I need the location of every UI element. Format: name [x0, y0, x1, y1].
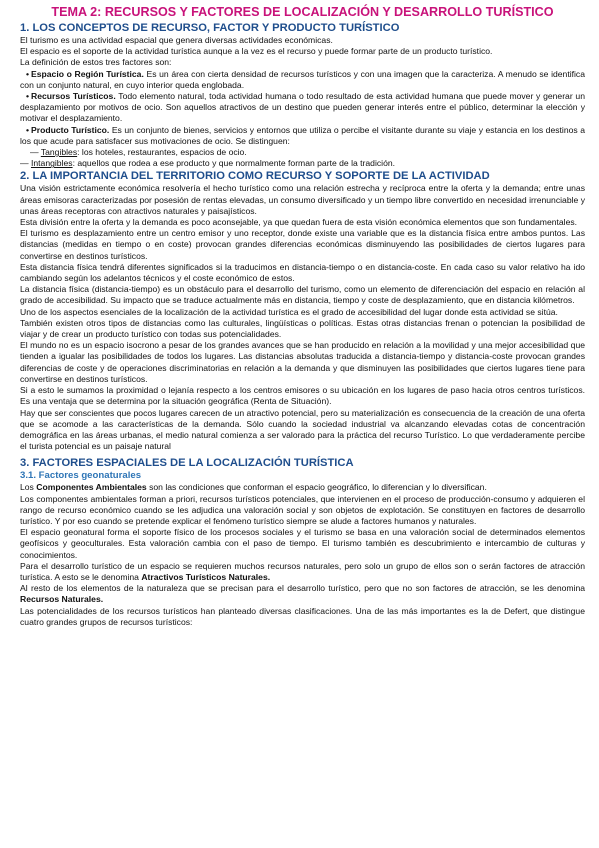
paragraph: El espacio geonatural forma el soporte físico de los procesos sociales y el turismo se basa en una valoración social de determinados elementos geofísicos y geoculturales. Esta valoración cambia con el paso de tiempo. El turismo también es descubrimiento e intercambio de culturas y conocimientos.: [20, 527, 585, 560]
paragraph: Esta distancia física tendrá diferentes significados si la traducimos en distancia-tiempo o en distancia-coste. En cada caso su valor relativo ha ido cambiando según los adelantos técnicos y el coste económico de estos.: [20, 261, 585, 284]
dash-icon: —: [20, 158, 31, 169]
paragraph: El espacio es el soporte de la actividad turística aunque a la vez es el recurso y puede formar parte de un producto turístico.: [20, 46, 493, 57]
bullet-icon: •: [26, 68, 30, 79]
bullet-text: Todo elemento natural, toda actividad humana o todo resultado de esta actividad humana que puede mover y generar un desplazamiento por motivos de ocio. Son aquellos atractivos de un destino que pueden generar interés entre el público, determinar la elección y motivar el desplazamiento.: [20, 91, 585, 124]
bullet-text: Es un área con cierta densidad de recursos turísticos y con una imagen que la caracteriza. A menudo se identifica con un conjunto natural, en cuyo interior queda englobada.: [20, 68, 585, 90]
paragraph: Esta división entre la oferta y la demanda es poco aconsejable, ya que quedan fuera de esta visión económica elementos que son fundamentales.: [20, 217, 578, 228]
bold-term: Atractivos Turísticos Naturales.: [141, 571, 271, 582]
dash-label: Tangibles: [40, 147, 78, 158]
paragraph: El turismo es desplazamiento entre un centro emisor y uno receptor, donde existe una variable que es la distancia física entre ambos puntos. Las distancias (medidas en tiempo o en coste) provocan grandes diferencias económicas disminuyendo las posibilidades de ciertos lugares para convertirse en destinos turísticos.: [20, 228, 585, 261]
paragraph: El turismo es una actividad espacial que genera diversas actividades económicas.: [20, 35, 333, 45]
bullet-item-recursos: [20, 91, 585, 125]
text-run: Al resto de los elementos de la naturaleza que se precisan para el desarrollo turístico, pero que no son factores de atracción, se les denomina: [20, 583, 585, 594]
dash-item-intangibles: [20, 158, 585, 169]
paragraph: Los componentes ambientales forman a priori, recursos turísticos potenciales, que intervienen en el proceso de producción-consumo y adquieren el rango de recurso económico cuando se les adjudica una valoración social y son objetos de explotación. Se constituyen en factores de desarrollo turístico. Y por eso cuando se pretende explicar el fenómeno turístico siempre se alude a factores humanos y naturales.: [20, 493, 585, 526]
paragraph: La definición de estos tres factores son:: [20, 57, 172, 68]
paragraph: El mundo no es un espacio isocrono a pesar de los grandes avances que se han producido en relación a la movilidad y una mejor accesibilidad que tienden a igualar las posibilidades de todos los lugares. Las distancias absolutas traducida a distancia-tiempo y distancia-coste provocan grandes diferencias de coste y de operaciones discriminatorias en relación a la demanda y que disminuyen las posibilidades que ciertos lugares tiene para convertirse en destinos turísticos.: [20, 340, 585, 384]
bold-term: Recursos Naturales.: [20, 594, 104, 605]
paragraph: Uno de los aspectos esenciales de la localización de la actividad turística es el grado de accesibilidad del lugar donde esta actividad se sitúa.: [20, 306, 558, 317]
bullet-item-espacio: [20, 69, 585, 91]
paragraph: [20, 561, 585, 583]
bold-term: Componentes Ambientales: [36, 482, 147, 493]
paragraph: Una visión estrictamente económica resolvería el hecho turístico como una relación estrecha y recíproca entre la oferta y la demanda; entre unas áreas emisoras caracterizadas por posesión de rentas elevadas, un consumo diversificado y un tiempo libre convertido en necesidad irrenunciable y unas áreas receptoras con atractivos naturales y paisajísticos.: [20, 183, 585, 216]
paragraph: Hay que ser conscientes que pocos lugares carecen de un atractivo potencial, pero su materialización es consecuencia de la creación de una oferta que se acomode a las características de la demanda. Sólo cuando la sociedad industrial va alcanzando elevadas cotas de concentración demográfica en las áreas urbanas, el medio natural comienza a ser valorado para la práctica del recurso Turístico. Lo que verdaderamente percibe el turista potencial es un paisaje natural: [20, 407, 585, 452]
bullet-label: Espacio o Región Turística.: [31, 68, 144, 79]
paragraph: También existen otros tipos de distancias como las culturales, lingüísticas o políticas. Estas otras distancias frenan o potencian la posibilidad de viajar y de crear un producto turístico con todas sus potencialidades.: [20, 317, 585, 340]
dash-icon: —: [30, 147, 41, 158]
section-3-heading: 3. FACTORES ESPACIALES DE LA LOCALIZACIÓN TURÍSTICA: [20, 457, 354, 470]
text-run: Los: [20, 482, 37, 493]
bullet-icon: •: [26, 124, 30, 135]
paragraph: [20, 482, 585, 493]
section-1-heading: 1. LOS CONCEPTOS DE RECURSO, FACTOR Y PRODUCTO TURÍSTICO: [20, 22, 400, 34]
bullet-icon: •: [26, 91, 30, 102]
dash-text: : aquellos que rodea a ese producto y que normalmente forman parte de la tradición.: [72, 158, 396, 169]
paragraph: Si a esto le sumamos la proximidad o lejanía respecto a los centros emisores o su ubicación en los lugares de paso hacia otros centros turísticos. Es una ventaja que se determina por la situación geográfica (Renta de Situación).: [20, 385, 585, 407]
section-2-heading: 2. LA IMPORTANCIA DEL TERRITORIO COMO RECURSO Y SOPORTE DE LA ACTIVIDAD: [20, 170, 490, 183]
subsection-3-1-heading: 3.1. Factores geonaturales: [20, 470, 142, 482]
bullet-text: Es un conjunto de bienes, servicios y entornos que utiliza o percibe el visitante durante su viaje y estancia en los destinos a los que acude para satisfacer sus motivaciones de ocio. Se distinguen:: [20, 124, 585, 146]
bullet-item-producto: [20, 125, 585, 147]
dash-text: : los hoteles, restaurantes, espacios de ocio.: [77, 147, 247, 158]
paragraph: Las potencialidades de los recursos turísticos han planteado diversas clasificaciones. Una de las más importantes es la de Defert, que distingue cuatro grandes grupos de recursos turísticos:: [20, 605, 585, 627]
dash-label: Intangibles: [30, 158, 73, 169]
paragraph: La distancia física (distancia-tiempo) es un obstáculo para el desarrollo del turismo, como un elemento de diferenciación del espacio en relación al grado de accesibilidad. Su impacto que se traduce actualmente más en distancia, tiempo y coste de desplazamiento, que en distancia kilómetros.: [20, 284, 585, 306]
bullet-label: Producto Turístico.: [31, 124, 110, 135]
bullet-label: Recursos Turísticos.: [31, 91, 116, 102]
paragraph: [20, 583, 585, 605]
dash-item-tangibles: [20, 147, 585, 158]
page-title: TEMA 2: RECURSOS Y FACTORES DE LOCALIZACIÓN Y DESARROLLO TURÍSTICO: [51, 5, 554, 19]
text-run: Para el desarrollo turístico de un espacio se requieren muchos recursos naturales, pero solo un grupo de ellos son o serán factores de atracción turística. A esto se le denomina: [20, 560, 585, 582]
text-run: son las condiciones que conforman el espacio geográfico, lo diferencian y lo diversifican.: [146, 482, 487, 493]
